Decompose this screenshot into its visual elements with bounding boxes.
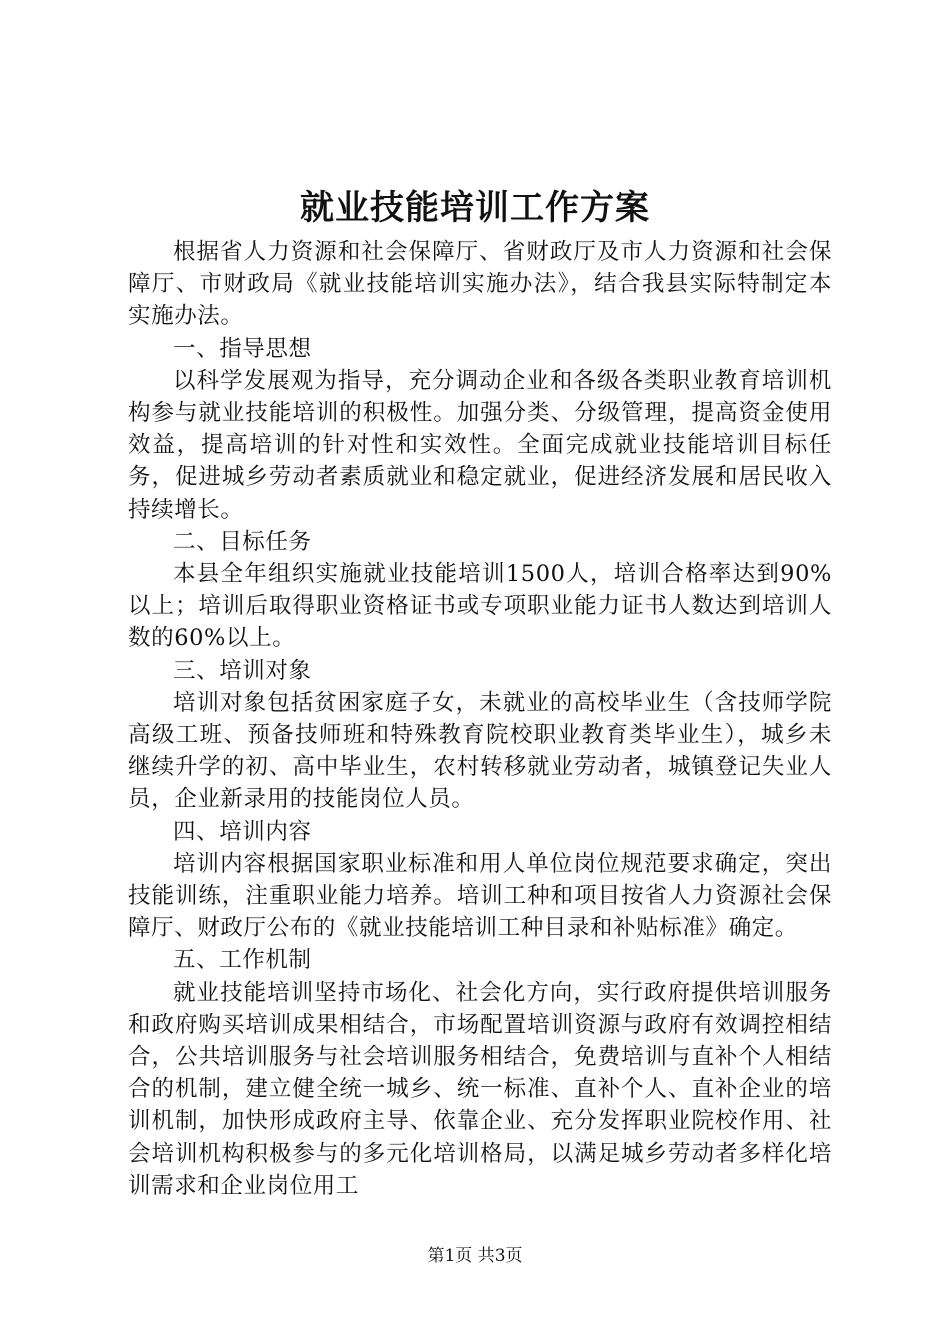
intro-paragraph: 根据省人力资源和社会保障厅、省财政厅及市人力资源和社会保障厅、市财政局《就业技能培训实施办法》，结合我县实际特制定本实施办法。 [128,239,832,330]
section-text-trainees: 培训对象包括贫困家庭子女，未就业的高校毕业生（含技师学院高级工班、预备技师班和特殊教育院校职业教育类毕业生），城乡未继续升学的初、高中毕业生，农村转移就业劳动者，城镇登记失业人员，企业新录用的技能岗位人员。 [128,689,832,813]
section-heading-trainees: 三、培训对象 [173,657,312,684]
section-heading-objectives: 二、目标任务 [173,528,312,555]
section-text-guiding-ideology: 以科学发展观为指导，充分调动企业和各级各类职业教育培训机构参与就业技能培训的积极性。加强分类、分级管理，提高资金使用效益，提高培训的针对性和实效性。全面完成就业技能培训目标任务，促进城乡劳动者素质就业和稳定就业，促进经济发展和居民收入持续增长。 [128,367,832,523]
section-text-content: 培训内容根据国家职业标准和用人单位岗位规范要求确定，突出技能训练，注重职业能力培养。培训工种和项目按省人力资源社会保障厅、财政厅公布的《就业技能培训工种目录和补贴标准》确定。 [128,850,832,942]
document-title: 就业技能培训工作方案 [300,188,650,228]
document-body [128,236,832,1202]
section-heading-mechanism: 五、工作机制 [173,947,312,974]
section-heading-content: 四、培训内容 [173,818,312,845]
page-footer: 第1页 共3页 [427,1246,523,1266]
section-text-objectives: 本县全年组织实施就业技能培训1500人，培训合格率达到90%以上；培训后取得职业资格证书或专项职业能力证书人数达到培训人数的60%以上。 [128,561,832,652]
section-heading-guiding-ideology: 一、指导思想 [173,335,312,362]
section-text-mechanism: 就业技能培训坚持市场化、社会化方向，实行政府提供培训服务和政府购买培训成果相结合，市场配置培训资源与政府有效调控相结合，公共培训服务与社会培训服务相结合，免费培训与直补个人相结合的机制，建立健全统一城乡、统一标准、直补个人、直补企业的培训机制，加快形成政府主导、依靠企业、充分发挥职业院校作用、社会培训机构积极参与的多元化培训格局，以满足城乡劳动者多样化培训需求和企业岗位用工 [128,979,832,1199]
